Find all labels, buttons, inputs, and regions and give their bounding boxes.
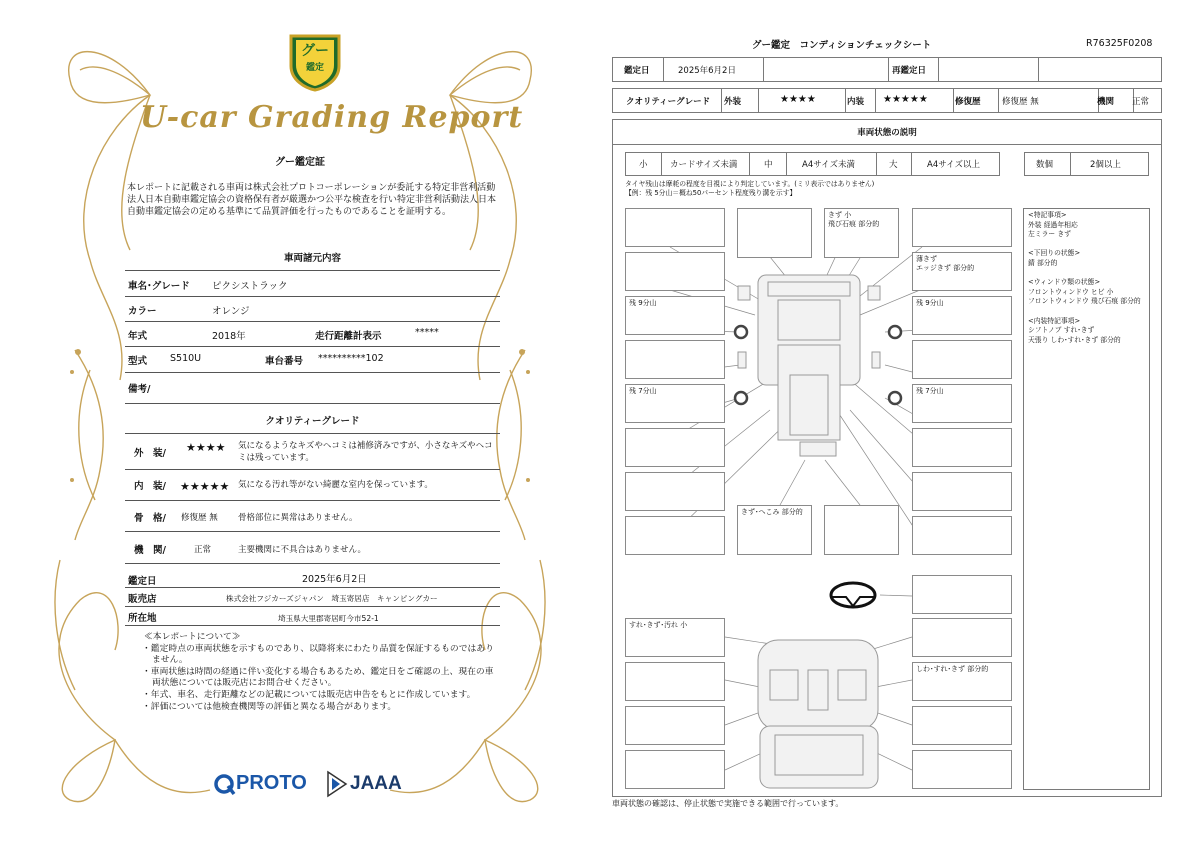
reinspect-label: 再鑑定日	[892, 66, 927, 76]
inspect-date-value: 2025年6月2日	[678, 66, 736, 76]
chassis-value: **********102	[318, 353, 384, 364]
note-item: ・鑑定時点の車両状態を示すものであり、以降将来にわたり品質を保証するものではありません。	[142, 643, 494, 666]
condition-box	[912, 618, 1012, 657]
condition-box	[912, 750, 1012, 789]
repair-history-value: 修復歴 無	[1002, 97, 1039, 107]
dealer-value: 株式会社フジカーズジャパン 埼玉寄居店 キャンピングカー	[226, 594, 438, 603]
tire-note-2: 【例：残 5分山＝概ね50パーセント程度残り溝を示す】	[625, 189, 797, 197]
divider	[125, 346, 500, 347]
condition-box	[737, 208, 812, 258]
emblem-bottom-text: 鑑定	[305, 63, 324, 73]
interior-grade-label: 内装	[847, 97, 865, 107]
report-notes	[140, 632, 500, 713]
exterior-stars: ★★★★	[186, 441, 226, 454]
condition-box	[625, 706, 725, 745]
divider	[125, 321, 500, 322]
exterior-description: 気になるようなキズやヘコミは補修済みですが、小さなキズやヘコミは残っています。	[238, 441, 493, 463]
divider	[125, 500, 500, 501]
exterior-grade-stars: ★★★★	[780, 94, 816, 105]
legend-count: 数個	[1036, 160, 1054, 170]
certificate-body: 本レポートに記載される車両は株式会社プロトコーポレーションが委託する特定非営利活動法人日本自動車鑑定協会の資格保有者が厳選かつ公平な検査を行い特定非営利活動法人日本自動車鑑定協会の定める基準にて品質評価を行ったものであることを証明する。	[127, 183, 497, 217]
color-value: オレンジ	[212, 306, 250, 317]
condition-box	[912, 472, 1012, 511]
legend-count-desc: 2個以上	[1090, 160, 1121, 170]
exterior-label: 外 装/	[134, 448, 166, 459]
engine-grade-label: 機関	[1097, 97, 1115, 107]
condition-box	[912, 252, 1012, 291]
divider	[125, 469, 500, 470]
condition-box	[737, 505, 812, 555]
jaaa-logo-text: JAAA	[350, 773, 402, 794]
legend-small-desc: カードサイズ未満	[670, 160, 738, 170]
legend-large: 大	[889, 160, 898, 170]
tire-left-rear: 残 7分山	[629, 387, 657, 395]
car-name-label: 車名･グレード	[128, 281, 190, 292]
divider	[125, 531, 500, 532]
condition-box	[912, 208, 1012, 247]
divider	[125, 403, 500, 404]
right-front-damage	[916, 255, 974, 273]
repair-history-label: 修復歴	[955, 97, 981, 107]
condition-box	[824, 208, 899, 258]
frame-label: 骨 格/	[134, 513, 166, 524]
sheet-title: グー鑑定 コンディションチェックシート	[752, 40, 932, 51]
exterior-grade-label: 外装	[724, 97, 742, 107]
interior-right-damage: しわ･すれ･きず 部分的	[916, 665, 989, 673]
condition-box	[625, 618, 725, 657]
address-value: 埼玉県大里郡寄居町今市52-1	[278, 614, 379, 623]
condition-box	[625, 750, 725, 789]
special-note-line: <内装特記事項>	[1028, 316, 1081, 325]
condition-box	[625, 662, 725, 701]
year-value: 2018年	[212, 331, 246, 342]
mileage-value: *****	[415, 327, 439, 338]
divider	[125, 563, 500, 564]
condition-box	[912, 384, 1012, 423]
damage-line: 薄きず	[916, 255, 937, 263]
rear-damage: きず･へこみ 部分的	[741, 508, 803, 516]
tire-left-front: 残 9分山	[629, 299, 657, 307]
note-item: ・車両状態は時間の経過に伴い変化する場合もあるため、鑑定日をご確認の上、現在の車両状態については販売店にお問合せください。	[142, 666, 494, 689]
damage-line: きず 小	[828, 211, 852, 219]
condition-box	[625, 296, 725, 335]
proto-logo-text: PROTO	[236, 772, 307, 794]
roof-front-damage	[828, 211, 879, 229]
tire-right-front: 残 9分山	[916, 299, 944, 307]
interior-stars: ★★★★★	[180, 480, 230, 493]
quality-grade-label: クオリティーグレード	[626, 97, 711, 107]
condition-box	[625, 208, 725, 247]
notes-title: ≪本レポートについて≫	[144, 632, 241, 642]
frame-description: 骨格部位に異常はありません。	[238, 513, 358, 523]
special-note-line: フロントウィンドウ ヒビ 小	[1028, 287, 1114, 296]
special-note-line: フロントウィンドウ 飛び石痕 部分的	[1028, 297, 1141, 306]
interior-grade-stars: ★★★★★	[883, 94, 928, 105]
condition-box	[912, 340, 1012, 379]
color-label: カラー	[128, 306, 157, 317]
condition-box	[625, 384, 725, 423]
inspection-date-value: 2025年6月2日	[302, 574, 367, 585]
divider	[125, 587, 500, 588]
condition-box	[912, 296, 1012, 335]
condition-box	[912, 428, 1012, 467]
mileage-label: 走行距離計表示	[315, 331, 382, 342]
model-label: 型式	[128, 356, 148, 367]
sheet-footer: 車両状態の確認は、停止状態で実施できる範囲で行っています。	[612, 799, 844, 808]
note-item: ・評価については他検査機関等の評価と異なる場合があります。	[142, 701, 397, 712]
engine-description: 主要機関に不具合はありません。	[238, 545, 367, 555]
engine-value: 正常	[194, 545, 212, 555]
condition-check-sheet	[600, 0, 1200, 848]
damage-line: エッジきず 部分的	[916, 264, 975, 272]
condition-box	[824, 505, 899, 555]
vehicle-state-title: 車両状態の説明	[857, 128, 917, 138]
condition-box	[625, 516, 725, 555]
special-note-line: 外装 経過年相応	[1028, 220, 1078, 229]
condition-box	[625, 340, 725, 379]
inspect-date-label: 鑑定日	[624, 66, 650, 76]
legend-mid-desc: A4サイズ未満	[802, 160, 856, 170]
special-note-line: シフトノブ すれ･きず	[1028, 326, 1095, 335]
proto-logo-icon	[214, 772, 236, 798]
tire-right-rear: 残 7分山	[916, 387, 944, 395]
certificate-title: グー鑑定証	[275, 157, 325, 168]
legend-large-desc: A4サイズ以上	[927, 160, 981, 170]
damage-line: 飛び石痕 部分的	[828, 220, 880, 228]
interior-left-damage: すれ･きず･汚れ 小	[629, 621, 688, 629]
frame-value: 修復歴 無	[181, 513, 218, 523]
condition-box	[912, 662, 1012, 701]
sheet-id: R76325F0208	[1086, 38, 1153, 49]
special-note-line: 天張り しわ･すれ･きず 部分的	[1028, 335, 1121, 344]
quality-section-title: クオリティーグレード	[265, 416, 360, 427]
divider	[125, 296, 500, 297]
year-label: 年式	[128, 331, 148, 342]
condition-box	[625, 472, 725, 511]
special-note-line: <ウィンドウ類の状態>	[1028, 278, 1101, 287]
condition-box	[912, 516, 1012, 555]
emblem-top-text: グー	[301, 43, 329, 59]
legend-small: 小	[639, 160, 648, 170]
note-item: ・年式、車名、走行距離などの記載については販売店申告をもとに作成しています。	[142, 689, 476, 700]
legend-mid: 中	[764, 160, 773, 170]
special-note-line: 左ミラー きず	[1028, 230, 1071, 239]
report-script-title: U-car Grading Report	[140, 100, 524, 135]
interior-label: 内 装/	[134, 481, 166, 492]
special-note-line: 錆 部分的	[1028, 258, 1058, 267]
condition-box	[625, 428, 725, 467]
divider	[125, 270, 500, 271]
jaaa-logo-icon	[326, 770, 348, 798]
divider	[125, 433, 500, 434]
special-note-line: <特記事項>	[1028, 211, 1067, 219]
specs-section-title: 車両諸元内容	[283, 253, 341, 264]
condition-box	[912, 575, 1012, 614]
car-name-value: ピクシストラック	[212, 281, 288, 292]
special-note-line: <下回りの状態>	[1028, 249, 1081, 258]
condition-box	[625, 252, 725, 291]
address-label: 所在地	[128, 613, 157, 624]
chassis-label: 車台番号	[265, 356, 304, 367]
divider	[125, 606, 500, 607]
interior-description: 気になる汚れ等がない綺麗な室内を保っています。	[238, 480, 433, 490]
divider	[125, 372, 500, 373]
divider	[125, 625, 500, 626]
inspection-date-label: 鑑定日	[128, 576, 157, 587]
remarks-label: 備考/	[128, 384, 151, 395]
dealer-label: 販売店	[128, 594, 157, 605]
condition-box	[912, 706, 1012, 745]
steering-wheel-icon	[831, 583, 875, 607]
tire-note-1: タイヤ残山は摩耗の程度を目視により判定しています。(ミリ表示ではありません)	[625, 180, 875, 188]
engine-grade-value: 正常	[1132, 97, 1150, 107]
engine-label: 機 関/	[134, 545, 166, 556]
model-value: S510U	[170, 353, 202, 364]
